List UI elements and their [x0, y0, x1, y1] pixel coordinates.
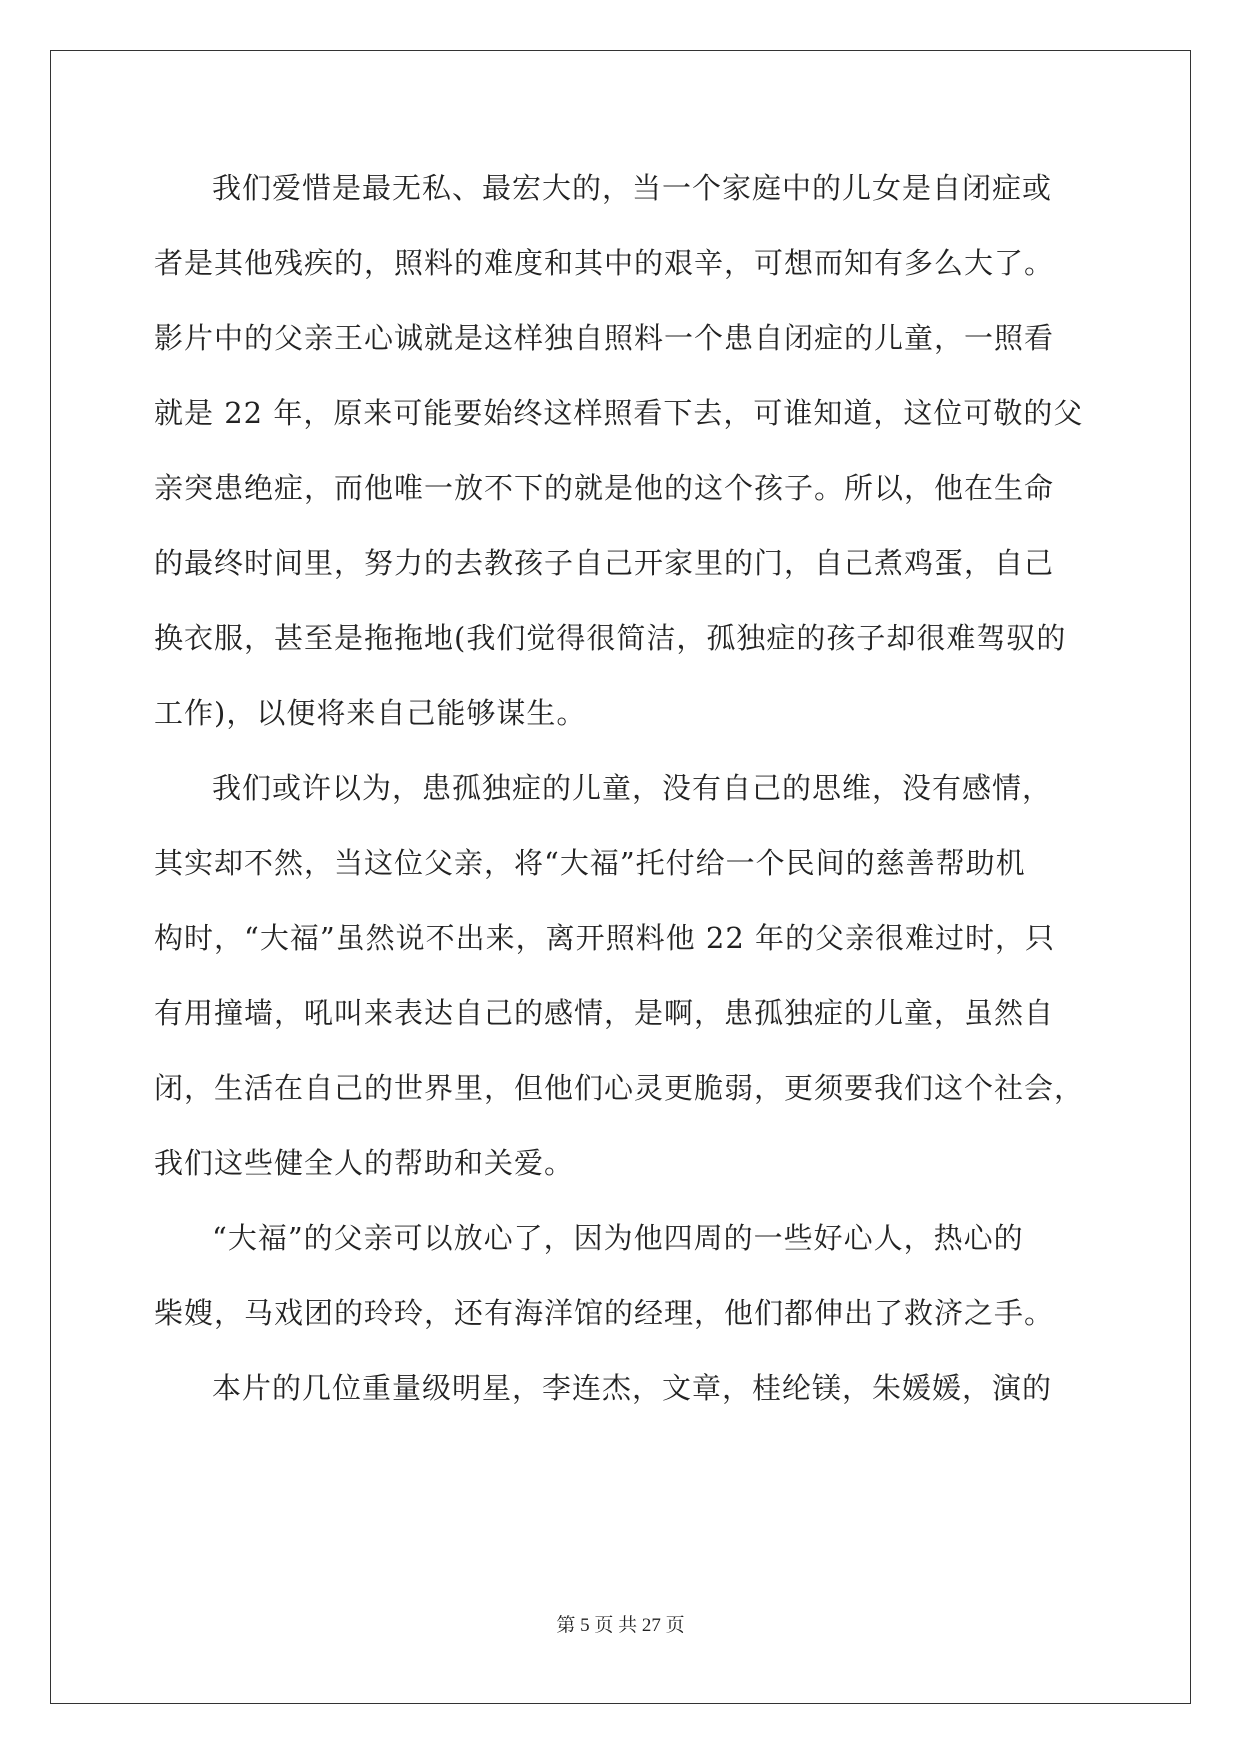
text-line: 我们爱惜是最无私、最宏大的，当一个家庭中的儿女是自闭症或 — [212, 171, 1053, 205]
text-line: 我们这些健全人的帮助和关爱。 — [154, 1146, 575, 1180]
text-line: 影片中的父亲王心诚就是这样独自照料一个患自闭症的儿童，一照看 — [154, 321, 1055, 355]
text-line: 闭，生活在自己的世界里，但他们心灵更脆弱，更须要我们这个社会， — [154, 1071, 1085, 1105]
text-line: 的最终时间里，努力的去教孩子自己开家里的门，自己煮鸡蛋，自己 — [154, 546, 1055, 580]
text-line: “大福”的父亲可以放心了，因为他四周的一些好心人，热心的 — [212, 1221, 1024, 1255]
text-line: 者是其他残疾的，照料的难度和其中的艰辛，可想而知有多么大了。 — [154, 246, 1055, 280]
page-number: 第 5 页 共 27 页 — [556, 1615, 685, 1636]
text-line: 换衣服，甚至是拖拖地(我们觉得很简洁，孤独症的孩子却很难驾驭的 — [154, 621, 1067, 655]
text-line: 亲突患绝症，而他唯一放不下的就是他的这个孩子。所以，他在生命 — [154, 471, 1055, 505]
text-line: 柴嫂，马戏团的玲玲，还有海洋馆的经理，他们都伸出了救济之手。 — [154, 1296, 1055, 1330]
text-line: 我们或许以为，患孤独症的儿童，没有自己的思维，没有感情， — [212, 771, 1053, 805]
text-line: 有用撞墙，吼叫来表达自己的感情，是啊，患孤独症的儿童，虽然自 — [154, 996, 1055, 1030]
text-line: 工作)，以便将来自己能够谋生。 — [154, 696, 587, 730]
text-line: 构时，“大福”虽然说不出来，离开照料他 22 年的父亲很难过时，只 — [154, 921, 1055, 955]
text-line: 本片的几位重量级明星，李连杰，文章，桂纶镁，朱媛媛，演的 — [212, 1371, 1053, 1405]
text-line: 就是 22 年，原来可能要始终这样照看下去，可谁知道，这位可敬的父 — [154, 396, 1084, 430]
text-line: 其实却不然，当这位父亲，将“大福”托付给一个民间的慈善帮助机 — [154, 846, 1026, 880]
